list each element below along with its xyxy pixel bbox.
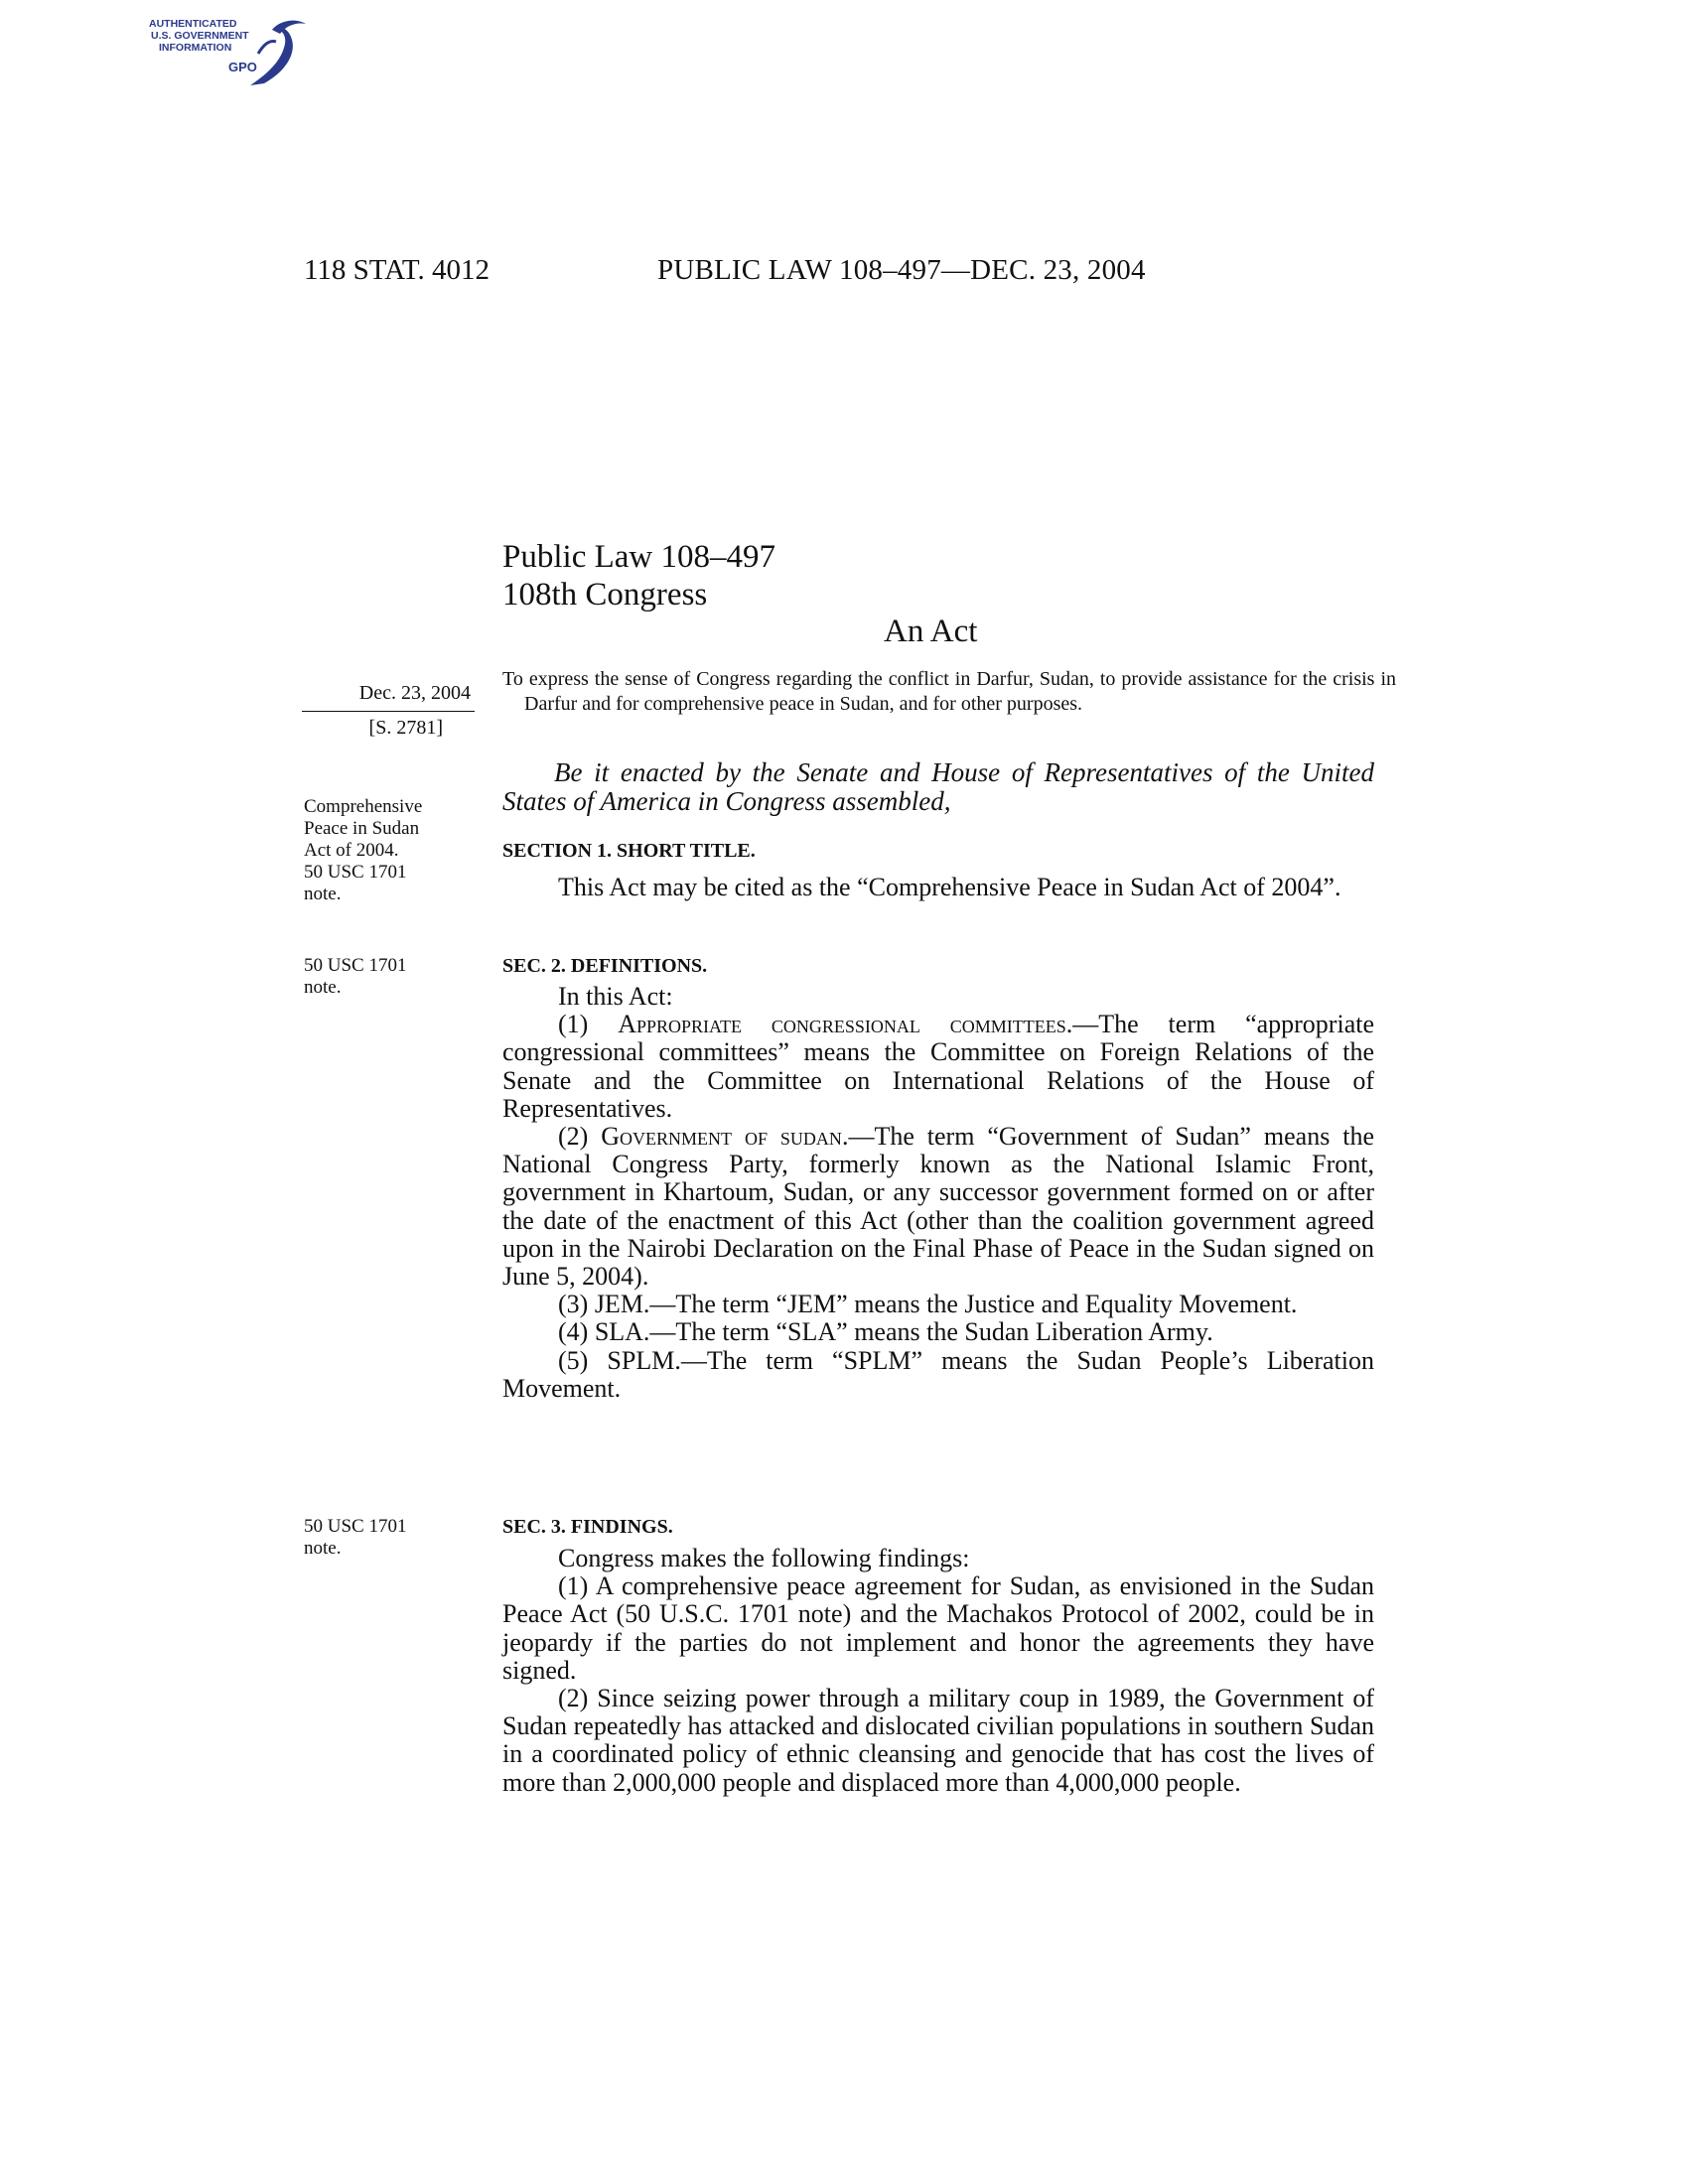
section-1-heading: SECTION 1. SHORT TITLE.: [502, 840, 756, 862]
law-number: Public Law 108–497: [502, 539, 775, 575]
logo-line3: INFORMATION: [159, 42, 232, 54]
congress: 108th Congress: [502, 577, 708, 613]
section-1-body: [502, 874, 1374, 901]
section-2-body: [502, 983, 1374, 1403]
definition-text: .—The term “appropriate congressional committees” means the Committee on Foreign Relations of the Senate and the Committee on International Relations of the House of Representatives.: [502, 1010, 1374, 1123]
running-header: PUBLIC LAW 108–497—DEC. 23, 2004: [657, 254, 1146, 286]
margin-line: 50 USC 1701: [304, 955, 407, 976]
short-title-text: This Act may be cited as the “Comprehensive Peace in Sudan Act of 2004”.: [558, 873, 1341, 901]
finding-1: (1) A comprehensive peace agreement for Sudan, as envisioned in the Sudan Peace Act (50 U.S.C. 1701 note) and the Machakos Protocol of 2002, could be in jeopardy if the parties do not implement and honor the agreements they have signed.: [502, 1571, 1374, 1685]
stat-reference: 118 STAT. 4012: [304, 254, 490, 286]
section-3-body: [502, 1545, 1374, 1797]
margin-note-findings: [304, 1516, 473, 1560]
definition-number: (1): [558, 1010, 589, 1039]
margin-note-short-title: [304, 796, 473, 905]
definition-number: (2): [558, 1122, 589, 1152]
margin-line: note.: [304, 1538, 342, 1559]
eagle-icon: [147, 14, 318, 97]
section-2-heading: SEC. 2. DEFINITIONS.: [502, 955, 708, 977]
margin-line: 50 USC 1701: [304, 862, 407, 883]
gpo-authentication-logo: [147, 14, 318, 97]
definition-1: [502, 1011, 1374, 1123]
margin-line: 50 USC 1701: [304, 1516, 407, 1537]
definition-term: Appropriate congressional committees: [618, 1010, 1066, 1039]
logo-line2: U.S. GOVERNMENT: [151, 30, 249, 42]
enactment-date-note: [302, 679, 471, 742]
definition-term: Government of sudan: [601, 1122, 842, 1152]
definition-text: .—The term “Government of Sudan” means the National Congress Party, formerly known as the National Islamic Front, government in Khartoum, Sudan, or any successor government formed on or after the date of the enactment of this Act (other than the coalition government agreed upon in the Nairobi Declaration on the Final Phase of Peace in the Sudan signed on June 5, 2004).: [502, 1122, 1375, 1292]
logo-line4: GPO: [228, 60, 257, 74]
side-rule: [302, 711, 475, 712]
definition-3: (3) JEM.—The term “JEM” means the Justice and Equality Movement.: [558, 1290, 1298, 1319]
enacting-clause: Be it enacted by the Senate and House of Representatives of the United States of America in Congress assembled,: [502, 757, 1374, 816]
bill-number: [S. 2781]: [368, 717, 443, 739]
margin-line: note.: [304, 977, 342, 998]
margin-note-definitions: [304, 955, 473, 999]
margin-line: note.: [304, 884, 342, 904]
definition-5: (5) SPLM.—The term “SPLM” means the Sudan People’s Liberation Movement.: [502, 1345, 1374, 1403]
logo-line1: AUTHENTICATED: [149, 18, 237, 30]
definition-2: [502, 1123, 1374, 1291]
title-block: [502, 538, 775, 614]
finding-2: (2) Since seizing power through a military coup in 1989, the Government of Sudan repeatedly has attacked and dislocated civilian populations in southern Sudan in a coordinated policy of ethnic cleansing and genocide that has cost the lives of more than 2,000,000 people and displaced more than 4,000,000 people.: [502, 1684, 1374, 1797]
margin-line: Peace in Sudan: [304, 818, 420, 839]
findings-intro: Congress makes the following findings:: [558, 1544, 970, 1572]
section-3-heading: SEC. 3. FINDINGS.: [502, 1516, 673, 1538]
an-act-heading: An Act: [884, 614, 978, 649]
purpose-statement: To express the sense of Congress regarding the conflict in Darfur, Sudan, to provide assistance for the crisis in Darfur and for comprehensive peace in Sudan, and for other purposes.: [502, 668, 1396, 715]
definition-4: (4) SLA.—The term “SLA” means the Sudan Liberation Army.: [558, 1317, 1213, 1347]
definitions-intro: In this Act:: [558, 982, 673, 1011]
margin-line: Comprehensive: [304, 796, 423, 817]
enactment-date: Dec. 23, 2004: [358, 682, 471, 704]
margin-line: Act of 2004.: [304, 840, 399, 861]
